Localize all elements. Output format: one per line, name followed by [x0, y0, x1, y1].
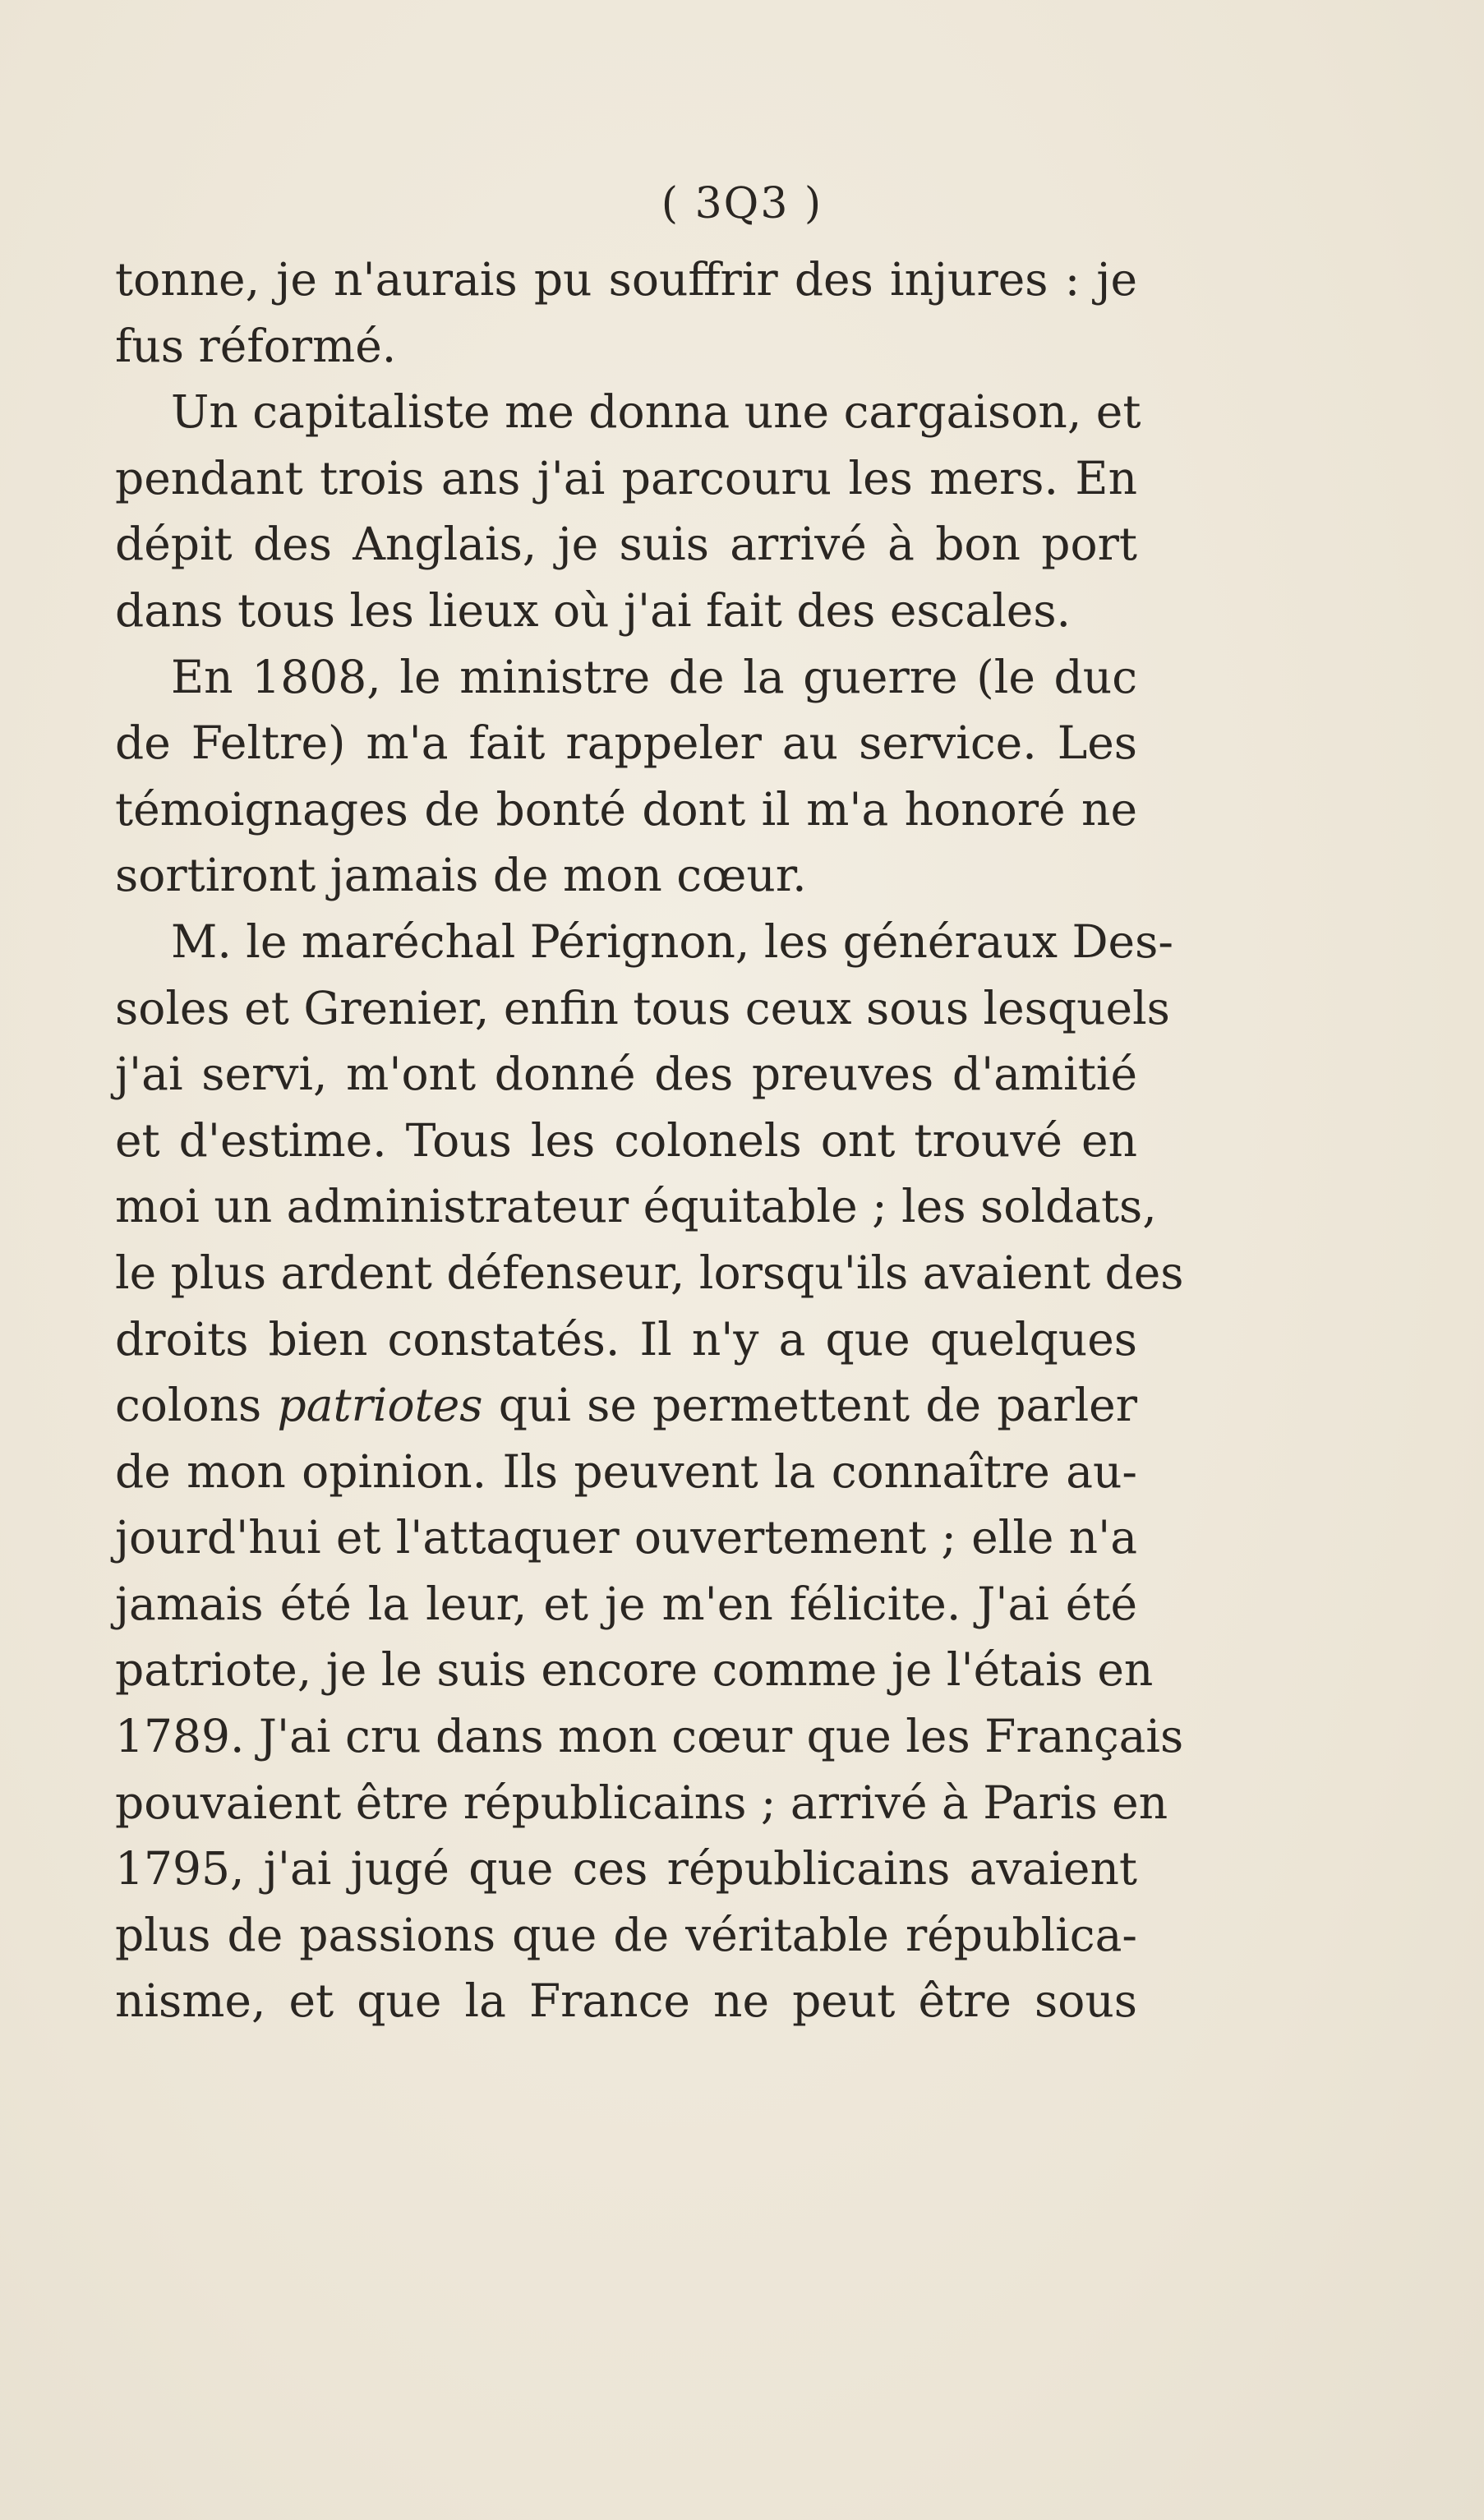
text-line: témoignages de bonté dont il m'a honoré ne: [115, 782, 1137, 836]
text-line: tonne, je n'aurais pu souffrir des injures : je: [115, 253, 1137, 306]
body-text: [115, 246, 1184, 2034]
patriotes-italic: patriotes: [277, 1379, 483, 1432]
text-line: j'ai servi, m'ont donné des preuves d'amitié: [115, 1048, 1137, 1101]
text-line: pouvaient être républicains ; arrivé à Paris en: [115, 1776, 1168, 1829]
text-line: sortiront jamais de mon cœur.: [115, 849, 807, 902]
text-line: droits bien constatés. Il n'y a que quelques: [115, 1312, 1137, 1366]
colons-word: colons: [115, 1379, 262, 1432]
page-number: ( 3Q3 ): [661, 179, 823, 228]
text-line: En 1808, le ministre de la guerre (le duc: [171, 650, 1137, 703]
text-line: plus de passions que de véritable républica-: [115, 1908, 1137, 1961]
text-line: 1795, j'ai jugé que ces républicains avaient: [115, 1842, 1137, 1896]
text-line: dépit des Anglais, je suis arrivé à bon port: [115, 518, 1137, 571]
text-line: dans tous les lieux où j'ai fait des escales.: [115, 583, 1072, 637]
text-block-after: [115, 1439, 1184, 2034]
text-line: jamais été la leur, et je m'en félicite. J'ai été: [115, 1577, 1137, 1630]
text-line: Un capitaliste me donna une cargaison, et: [171, 385, 1141, 439]
text-line: de mon opinion. Ils peuvent la connaître au-: [115, 1444, 1137, 1498]
text-line: moi un administrateur équitable ; les soldats,: [115, 1180, 1157, 1233]
text-line: soles et Grenier, enfin tous ceux sous lesquels: [115, 981, 1170, 1034]
text-line: fus réformé.: [115, 319, 397, 372]
text-line: et d'estime. Tous les colonels ont trouvé en: [115, 1113, 1137, 1167]
colons-rest: qui se permettent de parler: [498, 1379, 1138, 1432]
text-line: le plus ardent défenseur, lorsqu'ils avaient des: [115, 1246, 1184, 1299]
text-line-colons: [115, 1372, 1137, 1439]
text-line: pendant trois ans j'ai parcouru les mers. En: [115, 451, 1137, 504]
text-line: jourd'hui et l'attaquer ouvertement ; elle n'a: [115, 1511, 1137, 1564]
text-line: 1789. J'ai cru dans mon cœur que les Français: [115, 1710, 1184, 1763]
text-line: patriote, je le suis encore comme je l'étais en: [115, 1643, 1154, 1697]
text-line: nisme, et que la France ne peut être sous: [115, 1974, 1137, 2028]
text-line: de Feltre) m'a fait rappeler au service. Les: [115, 716, 1137, 770]
text-line: M. le maréchal Pérignon, les généraux Des-: [171, 914, 1173, 968]
text-block-before: [115, 246, 1184, 1372]
